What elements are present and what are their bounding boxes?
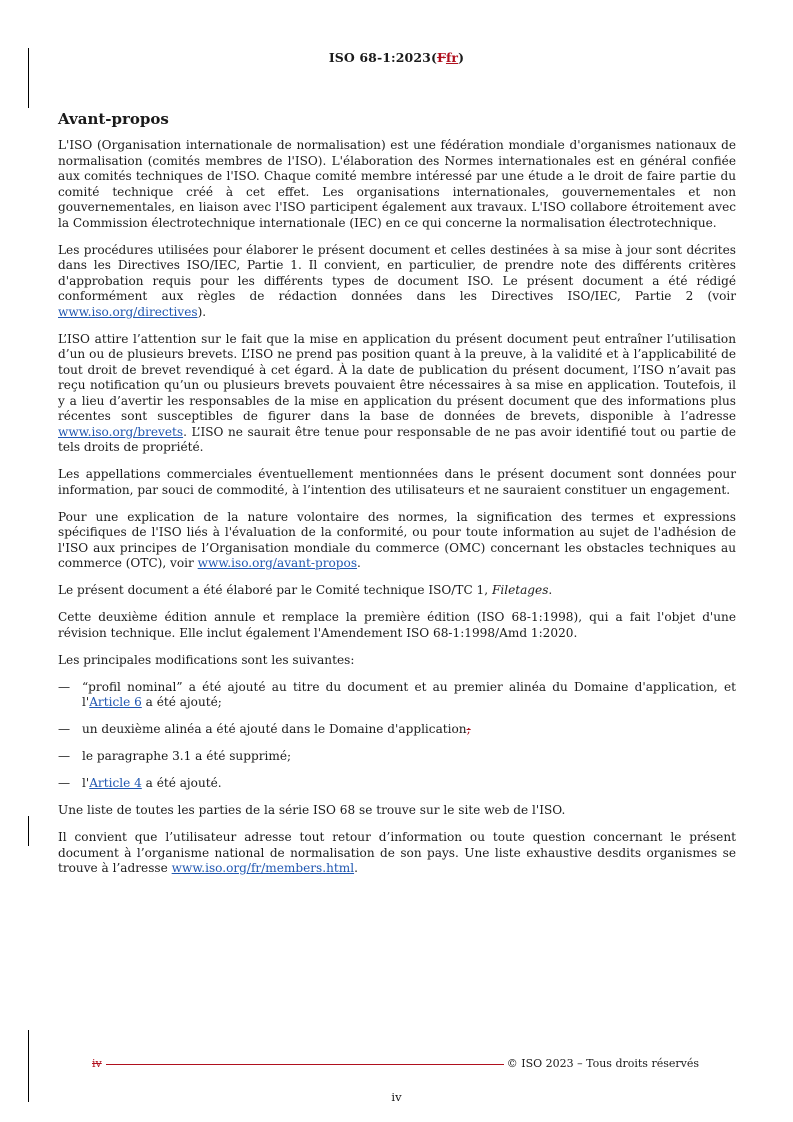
change-3-text: le paragraphe 3.1 a été supprimé; (82, 749, 292, 763)
list-item-change-2 (58, 722, 736, 738)
paragraph-changes-intro: Les principales modifications sont les suivantes: (58, 652, 355, 667)
paragraph-committee-text: Le présent document a été élaboré par le Comité technique ISO/TC 1, (58, 583, 492, 597)
header-code: ISO 68-1:2023( (328, 50, 437, 65)
link-members[interactable]: www.iso.org/fr/members.html (171, 861, 355, 875)
footer-deleted-page-number: iv (92, 1057, 102, 1070)
change-bar-item-2 (28, 816, 29, 846)
page-title: Avant-propos (58, 110, 169, 128)
change-2-deleted-punct: ; (466, 722, 471, 736)
paragraph-trade-names: Les appellations commerciales éventuellement mentionnées dans le présent document sont données pour information, par souci de commodité, à l’intention des utilisateurs et ne sauraient constituer un engagement. (58, 467, 736, 497)
list-item-change-3 (58, 749, 736, 765)
header-inserted-lang: fr (445, 50, 459, 65)
footer-deleted-rule (106, 1064, 504, 1065)
paragraph-edition: Cette deuxième édition annule et remplace la première édition (ISO 68-1:1998), qui a fait l'objet d'une révision technique. Elle inclut également l'Amendement ISO 68-1:1998/Amd 1:2020. (58, 610, 736, 640)
paragraph-feedback (58, 830, 736, 877)
paragraph-committee (58, 583, 736, 599)
paragraph-patents (58, 332, 736, 456)
list-item-text (82, 680, 736, 711)
change-1-end: a été ajouté; (141, 695, 222, 709)
paragraph-feedback-end: . (354, 861, 358, 875)
header-deleted-lang: F (436, 50, 446, 65)
paragraph-voluntary-text: Pour une explication de la nature volontaire des normes, la signification des termes et expressions spécifiques de l'ISO liés à l'évaluation de la conformité, ou pour toute information au sujet de l'adhésion de l'ISO aux principes de l’Organisation mondiale du commerce (OMC) concernant les obstacles techniques au commerce (OTC), voir (58, 509, 736, 570)
list-dash: — (58, 679, 71, 694)
list-item-change-1 (58, 680, 736, 711)
link-directives[interactable]: www.iso.org/directives (58, 304, 198, 319)
paragraph-committee-end: . (548, 583, 553, 597)
list-item-text (82, 776, 736, 792)
link-avant-propos[interactable]: www.iso.org/avant-propos (197, 556, 358, 570)
page-footer (92, 1057, 699, 1073)
header-close: ) (458, 50, 465, 65)
paragraph-procedures (58, 243, 736, 321)
page-number: iv (391, 1090, 402, 1104)
paragraph-voluntary-nature (58, 510, 736, 572)
list-item-text (82, 722, 736, 738)
paragraph-patents-text: L’ISO attire l’attention sur le fait que la mise en application du présent document peut entraîner l’utilisation d’un ou de plusieurs brevets. L’ISO ne prend pas position quant à la preuve, à la validité et à l’applicabilité de tout droit de brevet revendiqué à cet égard. À la date de publication du présent document, l’ISO n’avait pas reçu notification qu’un ou plusieurs brevets pouvaient être nécessaires à sa mise en application. Toutefois, il y a lieu d’avertir les responsables de la mise en application du présent document que des informations plus récentes sont susceptibles de figurer dans la base de données de brevets, disponible à l’adresse (58, 331, 736, 423)
link-article-4[interactable]: Article 4 (89, 776, 142, 790)
main-content (58, 110, 736, 888)
list-dash: — (58, 722, 71, 736)
change-4-end: a été ajouté. (141, 776, 222, 790)
paragraph-voluntary-end: . (357, 556, 361, 570)
paragraph-procedures-end: ). (197, 304, 207, 319)
link-article-6[interactable]: Article 6 (89, 695, 142, 709)
paragraph-iso-intro: L'ISO (Organisation internationale de normalisation) est une fédération mondiale d'organismes nationaux de normalisation (comités membres de l'ISO). L'élaboration des Normes internationales est en général confiée aux comités techniques de l'ISO. Chaque comité membre intéressé par une étude a le droit de faire partie du comité technique créé à cet effet. Les organisations internationales, gouvernementales et non gouvernementales, en liaison avec l'ISO participent également aux travaux. L'ISO collabore étroitement avec la Commission électrotechnique internationale (IEC) en ce qui concerne la normalisation électrotechnique. (58, 138, 736, 230)
paragraph-procedures-text: Les procédures utilisées pour élaborer le présent document et celles destinées à sa mise à jour sont décrites dans les Directives ISO/IEC, Partie 1. Il convient, en particulier, de prendre note des différents critères d'approbation requis pour les différents types de document ISO. Le présent document a été rédigé conformément aux règles de rédaction données dans les Directives ISO/IEC, Partie 2 (voir (58, 242, 736, 303)
footer-copyright: © ISO 2023 – Tous droits réservés (506, 1057, 699, 1070)
change-2-text: un deuxième alinéa a été ajouté dans le Domaine d'application (82, 722, 467, 736)
list-item-change-4 (58, 776, 736, 792)
list-dash: — (58, 776, 71, 790)
document-header (0, 50, 793, 65)
paragraph-series-list: Une liste de toutes les parties de la série ISO 68 se trouve sur le site web de l'ISO. (58, 803, 566, 817)
paragraph-feedback-text: Il convient que l’utilisateur adresse tout retour d’information ou toute question concernant le présent document à l’organisme national de normalisation de son pays. Une liste exhaustive desdits organismes se trouve à l’adresse (58, 830, 736, 875)
committee-name: Filetages (491, 583, 549, 597)
list-dash: — (58, 749, 71, 763)
change-4-text: l' (82, 776, 90, 790)
change-1-text: “profil nominal” a été ajouté au titre du document et au premier alinéa du Domaine d'application, et l' (82, 679, 736, 709)
paragraph-patents-end: . L’ISO ne saurait être tenue pour responsable de ne pas avoir identifié tout ou partie de tels droits de propriété. (58, 424, 736, 454)
link-brevets[interactable]: www.iso.org/brevets (58, 424, 184, 439)
